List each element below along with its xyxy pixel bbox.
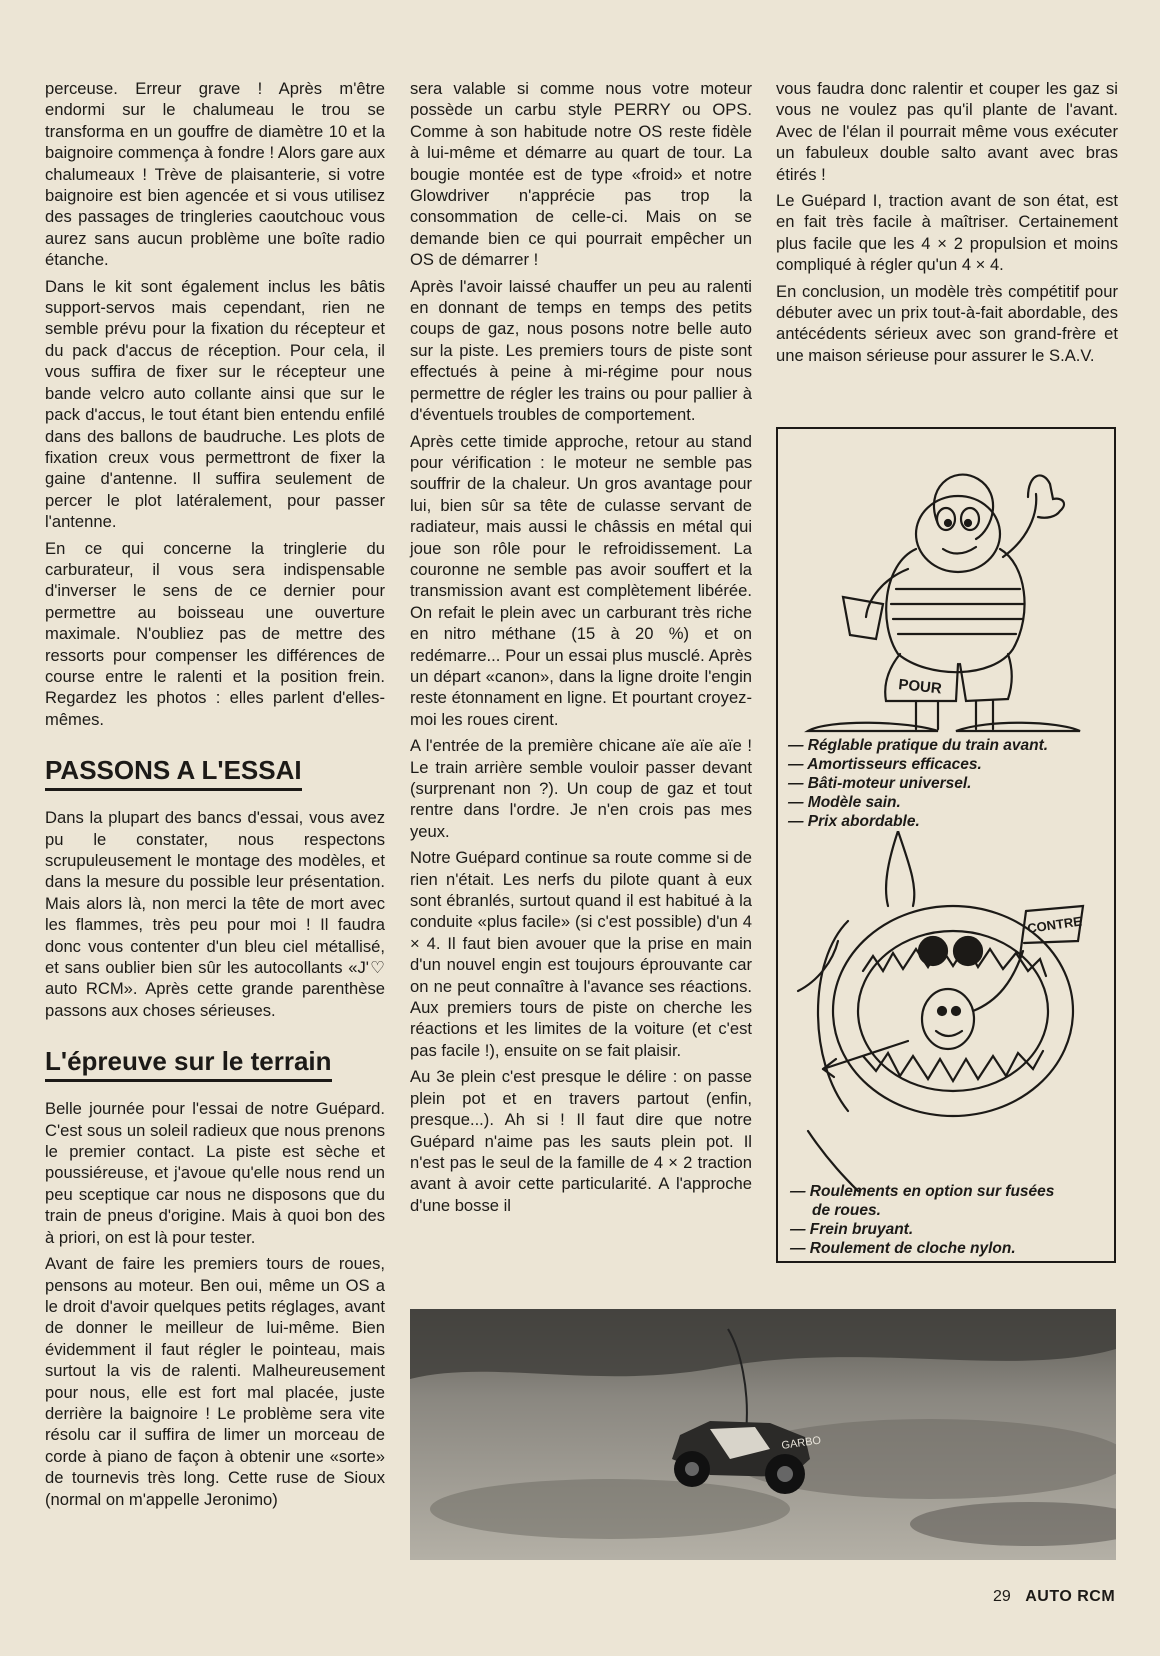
section-heading-essai: PASSONS A L'ESSAI xyxy=(45,755,302,791)
cons-list xyxy=(790,1182,1110,1258)
paragraph: Avant de faire les premiers tours de roues, pensons au moteur. Ben oui, même un OS a le droit d'avoir quelques petits réglages, avant de donner le meilleur de lui-même. Bien évidemment il faut régler le pointeau, mais surtout la vis de ralenti. Malheureusement pour nous, elle est fort mal placée, juste derrière la baignoire ! Le problème sera vite résolu car il suffira de limer un morceau de corde à piano de façon à obtenir une «sorte» de tournevis très long. Cette ruse de Sioux (normal on m'appelle Jeronimo) xyxy=(45,1254,385,1509)
article-column-1 xyxy=(45,78,385,1515)
article-column-3 xyxy=(776,78,1118,371)
car-photo xyxy=(410,1309,1116,1560)
list-item: — Réglable pratique du train avant. xyxy=(788,737,1049,754)
paragraph: vous faudra donc ralentir et couper les gaz si vous ne voulez pas qu'il plante de l'avant. Avec de l'élan il pourrait même vous exécuter un fabuleux double salto avant avec bras étirés ! xyxy=(776,79,1118,184)
shark-cartoon xyxy=(788,831,1108,1216)
list-item: — Amortisseurs efficaces. xyxy=(788,756,982,773)
list-item: — Frein bruyant. xyxy=(790,1221,914,1238)
page-footer xyxy=(993,1588,1115,1606)
rc-car-on-track-image xyxy=(410,1309,1116,1560)
paragraph: Après l'avoir laissé chauffer un peu au ralenti en donnant de temps en temps des petits coups de gaz, nous posons notre belle auto sur la piste. Les premiers tours de piste sont effectués à peine à mi-régime pour nous permettre de régler les trains ou pour pallier à d'éventuels troubles de comportement. xyxy=(410,276,752,425)
pour-label: POUR xyxy=(897,676,943,698)
paragraph: perceuse. Erreur grave ! Après m'être endormi sur le chalumeau le trou se transforma en un gouffre de diamètre 10 et la baignoire commença à fondre ! Alors gare aux chalumeaux ! Trève de plaisanterie, si votre baignoire est bien agencée et si vous utilisez des passages de tringleries caoutchouc vous aurez sans aucun problème une boîte radio étanche. xyxy=(45,79,385,270)
paragraph: A l'entrée de la première chicane aïe aïe aïe ! Le train arrière semble vouloir passer devant (surprenant non ?). Un coup de gaz et tout rentre dans l'ordre. Je n'en crois pas mes yeux. xyxy=(410,736,752,841)
paragraph: Dans la plupart des bancs d'essai, vous avez pu le constater, nous respectons scrupuleusement le montage des modèles, et dans la mesure du possible leur présentation. Mais alors là, non merci la tête de mort avec les flammes, très peu pour moi ! Il faudra donc vous contenter d'un bleu ciel métallisé, et sans oublier bien sûr les autocollants «J'♡ auto RCM». Après cette grande parenthèse passons aux choses sérieuses. xyxy=(45,808,385,1020)
paragraph: Après cette timide approche, retour au stand pour vérification : le moteur ne semble pas souffrir de la chaleur. Un gros avantage pour lui, bien sûr sa tête de culasse servant de radiateur, mais aussi le châssis en métal qui joue son rôle pour le refroidissement. La couronne ne semble pas avoir souffert et la transmission avant est complètement libérée. On refait le plein avec un carburant très riche en nitro méthane (15 à 20 %) et on redémarre... Pour un essai plus musclé. Après un départ «canon», dans la ligne droite l'engin reste étonnament en ligne. Et pourtant croyez-moi les roues cirent. xyxy=(410,431,752,729)
list-item: — Bâti-moteur universel. xyxy=(788,775,972,792)
paragraph: En conclusion, un modèle très compétitif pour débuter avec un prix tout-à-fait abordable, des antécédents sérieux avec son grand-frère et une maison sérieuse pour assurer le S.A.V. xyxy=(776,281,1118,365)
paragraph: Dans le kit sont également inclus les bâtis support-servos mais cependant, rien ne semble prévu pour la fixation du récepteur et du pack d'accus de réception. Pour cela, il vous suffira de fixer sur le récepteur une bande velcro auto collante ainsi que sur le pack d'accus, le tout étant bien entendu enfilé dans des ballons de baudruche. Les plots de fixation creux vous permettront de fixer la gaine d'antenne. Il suffira seulement de percer le plot latéralement, pour passer l'antenne. xyxy=(45,276,385,532)
list-item: — Roulement de cloche nylon. xyxy=(790,1240,1016,1257)
list-item: — Prix abordable. xyxy=(788,813,920,830)
paragraph: Belle journée pour l'essai de notre Guépard. C'est sous un soleil radieux que nous prenons le premier contact. La piste est sèche et poussiéreuse, et j'avoue qu'elle nous rend un peu sceptique car nous ne disposons que du train de pneus d'origine. Mais à quoi bon des à priori, on est là pour tester. xyxy=(45,1099,385,1247)
article-column-2 xyxy=(410,78,752,1221)
thumbs-up-cartoon xyxy=(788,439,1108,744)
pros-list xyxy=(788,736,1108,831)
paragraph: En ce qui concerne la tringlerie du carburateur, il vous sera indispensable d'inverser le sens de ce dernier pour permettre au boisseau une ouverture maximale. N'oubliez pas de mettre des ressorts pour compenser les différences de course entre le ralenti et la position frein. Regardez les photos : elles parlent d'elles-mêmes. xyxy=(45,538,385,729)
list-item: — Roulements en option sur fusées xyxy=(790,1183,1055,1200)
car-decal-text: GARBO xyxy=(780,1434,822,1452)
paragraph: Le Guépard I, traction avant de son état, est en fait très facile à maîtriser. Certainement plus facile que les 4 × 2 propulsion et moins compliqué à régler qu'un 4 × 4. xyxy=(776,191,1118,275)
magazine-name: AUTO RCM xyxy=(1025,1588,1116,1605)
list-item: — Modèle sain. xyxy=(788,794,901,811)
paragraph: Au 3e plein c'est presque le délire : on passe plein pot et en travers partout (enfin, presque...). Ah si ! Il faut dire que notre Guépard n'aime pas les sauts plein pot. Il n'est pas le seul de la famille de 4 × 2 traction avant à avoir cette particularité. A l'approche d'une bosse il xyxy=(410,1067,752,1215)
paragraph: Notre Guépard continue sa route comme si de rien n'était. Les nerfs du pilote quant à eux sont ébranlés, surtout quand il est habitué à la conduite «plus facile» (si c'est possible) d'un 4 × 4. Il faut bien avouer que la prise en main d'un nouvel engin est toujours éprouvante car on ne peut connaître à l'avance ses réactions. Aux premiers tours de piste on cherche les réactions et les limites de la voiture (et c'est pas facile !), ensuite on se fait plaisir. xyxy=(410,848,752,1060)
list-item: de roues. xyxy=(812,1202,881,1219)
pros-cons-box xyxy=(776,427,1116,1263)
section-heading-terrain: L'épreuve sur le terrain xyxy=(45,1046,332,1082)
contre-label: CONTRE xyxy=(1026,913,1083,936)
paragraph: sera valable si comme nous votre moteur possède un carbu style PERRY ou OPS. Comme à son habitude notre OS reste fidèle à lui-même et démarre au quart de tour. La bougie montée est de type «froid» et notre Glowdriver n'apprécie pas trop la consommation de celle-ci. Mais on se demande bien ce qui pourrait empêcher un OS de démarrer ! xyxy=(410,79,752,270)
page-number: 29 xyxy=(993,1588,1011,1605)
